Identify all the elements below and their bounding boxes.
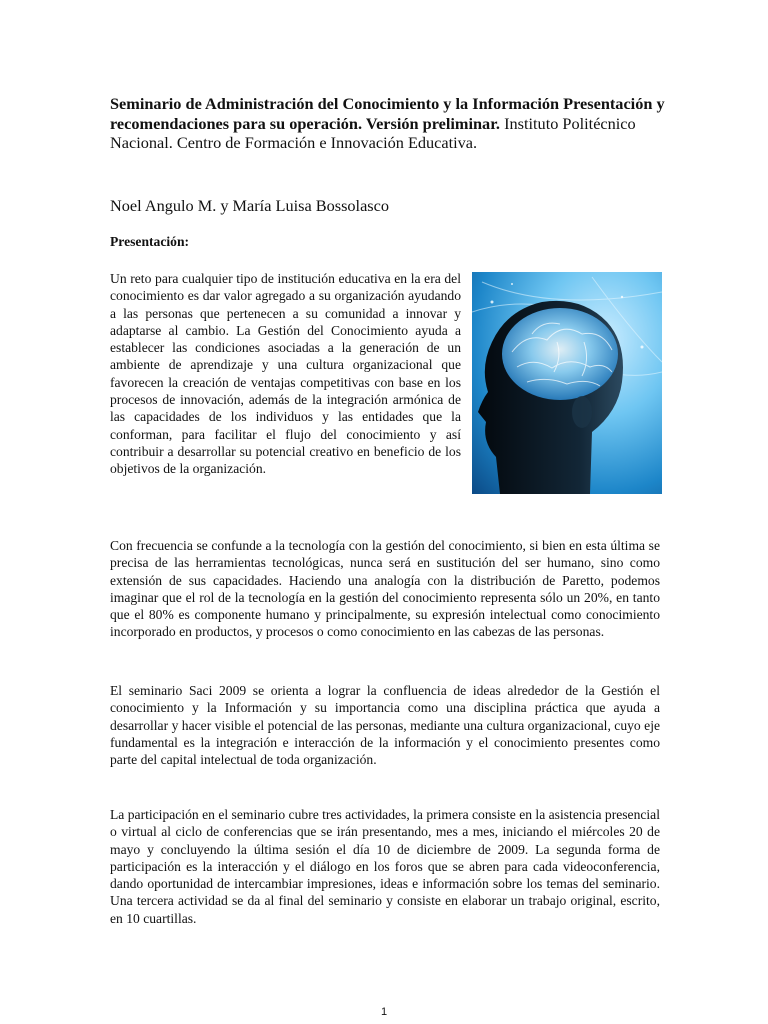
page-number: 1 xyxy=(380,1006,388,1018)
title-rest: Instituto Politécnico Nacional. Centro de Formación e Innovación Educativa. xyxy=(110,113,636,152)
brain-head-illustration xyxy=(472,272,662,494)
document-title xyxy=(110,94,670,153)
paragraph-1: Un reto para cualquier tipo de institución educativa en la era del conocimiento es dar valor agregado a su organización ayudando a las personas que pertenecen a su comunidad a innovar y adaptarse al cambio. La Gestión del Conocimiento ayuda a establecer las condiciones asociadas a la generación de un ambiente de aprendizaje y una cultura organizacional que favorecen la creación de ventajas competitivas con base en los procesos de innovación, además de la integración armónica de las capacidades de los individuos y las entidades que la conforman, para facilitar el flujo del conocimiento y así contribuir a desarrollar su potencial creativo en beneficio de los objetivos de la organización. xyxy=(110,271,461,477)
section-heading: Presentación: xyxy=(110,234,190,249)
title-bold: Seminario de Administración del Conocimiento y la Información Presentación y recomendaciones para su operación. Versión preliminar. xyxy=(110,94,665,133)
paragraph-4: La participación en el seminario cubre tres actividades, la primera consiste en la asistencia presencial o virtual al ciclo de conferencias que se irán presentando, mes a mes, iniciando el miércoles 20 de mayo y concluyendo la última sesión el día 10 de diciembre de 2009. La segunda forma de participación es la interacción y el diálogo en los foros que se abren para cada videoconferencia, dando oportunidad de intercambiar impresiones, ideas e información sobre los temas del seminario. Una tercera actividad se da al final del seminario y consiste en elaborar un trabajo original, escrito, en 10 cuartillas. xyxy=(110,807,660,926)
paragraph-2: Con frecuencia se confunde a la tecnología con la gestión del conocimiento, si bien en esta última se precisa de las herramientas tecnológicas, nunca será en sustitución del ser humano, sino como extensión de sus capacidades. Haciendo una analogía con la distribución de Paretto, podemos imaginar que el rol de la tecnología en la gestión del conocimiento representa sólo un 20%, en tanto que el 80% es componente humano y principalmente, su expresión intelectual como conocimiento incorporado en productos, y procesos o como conocimiento en las cabezas de las personas. xyxy=(110,538,660,640)
paragraph-3: El seminario Saci 2009 se orienta a lograr la confluencia de ideas alrededor de la Gestión el conocimiento y la Información y su importancia como una disciplina práctica que ayuda a desarrollar y hacer visible el potencial de las personas, mediante una cultura organizacional, cuyo eje fundamental es la integración e interacción de la información y el conocimiento presentes como parte del capital intelectual de toda organización. xyxy=(110,683,660,768)
brain-head-icon xyxy=(472,272,662,494)
authors: Noel Angulo M. y María Luisa Bossolasco xyxy=(110,196,390,215)
